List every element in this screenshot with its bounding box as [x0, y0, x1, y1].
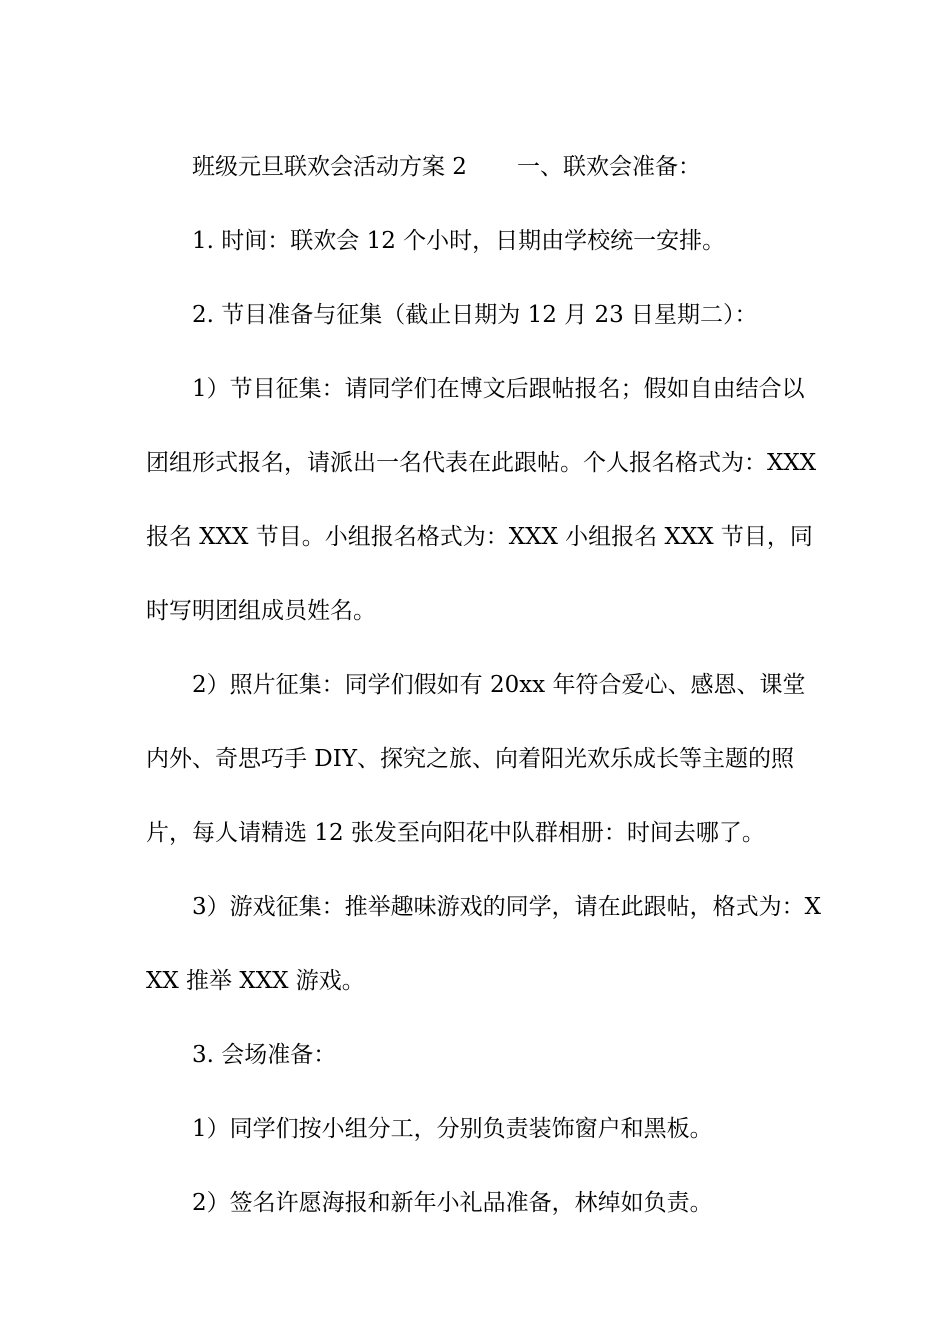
- paragraph-program-collection: 1）节目征集：请同学们在博文后跟帖报名；假如自由结合以团组形式报名，请派出一名代表在此跟帖。个人报名格式为：XXX 报名 XXX 节目。小组报名格式为：XXX 小组报名 XXX 节目，同时写明团组成员姓名。: [146, 376, 817, 624]
- paragraph-poster-gifts: 2）签名许愿海报和新年小礼品准备，林绰如负责。: [192, 1190, 713, 1216]
- paragraph-program-prep: 2. 节目准备与征集（截止日期为 12 月 23 日星期二）：: [192, 302, 758, 328]
- paragraph-decoration: 1）同学们按小组分工，分别负责装饰窗户和黑板。: [192, 1116, 713, 1142]
- title-line: [146, 130, 822, 204]
- document-title: 班级元旦联欢会活动方案 2: [192, 154, 467, 180]
- paragraph-photo-collection: 2）照片征集：同学们假如有 20xx 年符合爱心、感恩、课堂内外、奇思巧手 DIY、探究之旅、向着阳光欢乐成长等主题的照片，每人请精选 12 张发至向阳花中队群相册：时间去哪了。: [146, 672, 806, 846]
- document-body: [146, 130, 822, 1240]
- paragraph-time: 1. 时间：联欢会 12 个小时，日期由学校统一安排。: [192, 228, 726, 254]
- paragraph-game-collection: 3）游戏征集：推举趣味游戏的同学，请在此跟帖，格式为：XXX 推举 XXX 游戏。: [146, 894, 822, 994]
- paragraph-venue-prep: 3. 会场准备：: [192, 1042, 337, 1068]
- section-heading: 一、联欢会准备：: [516, 154, 701, 180]
